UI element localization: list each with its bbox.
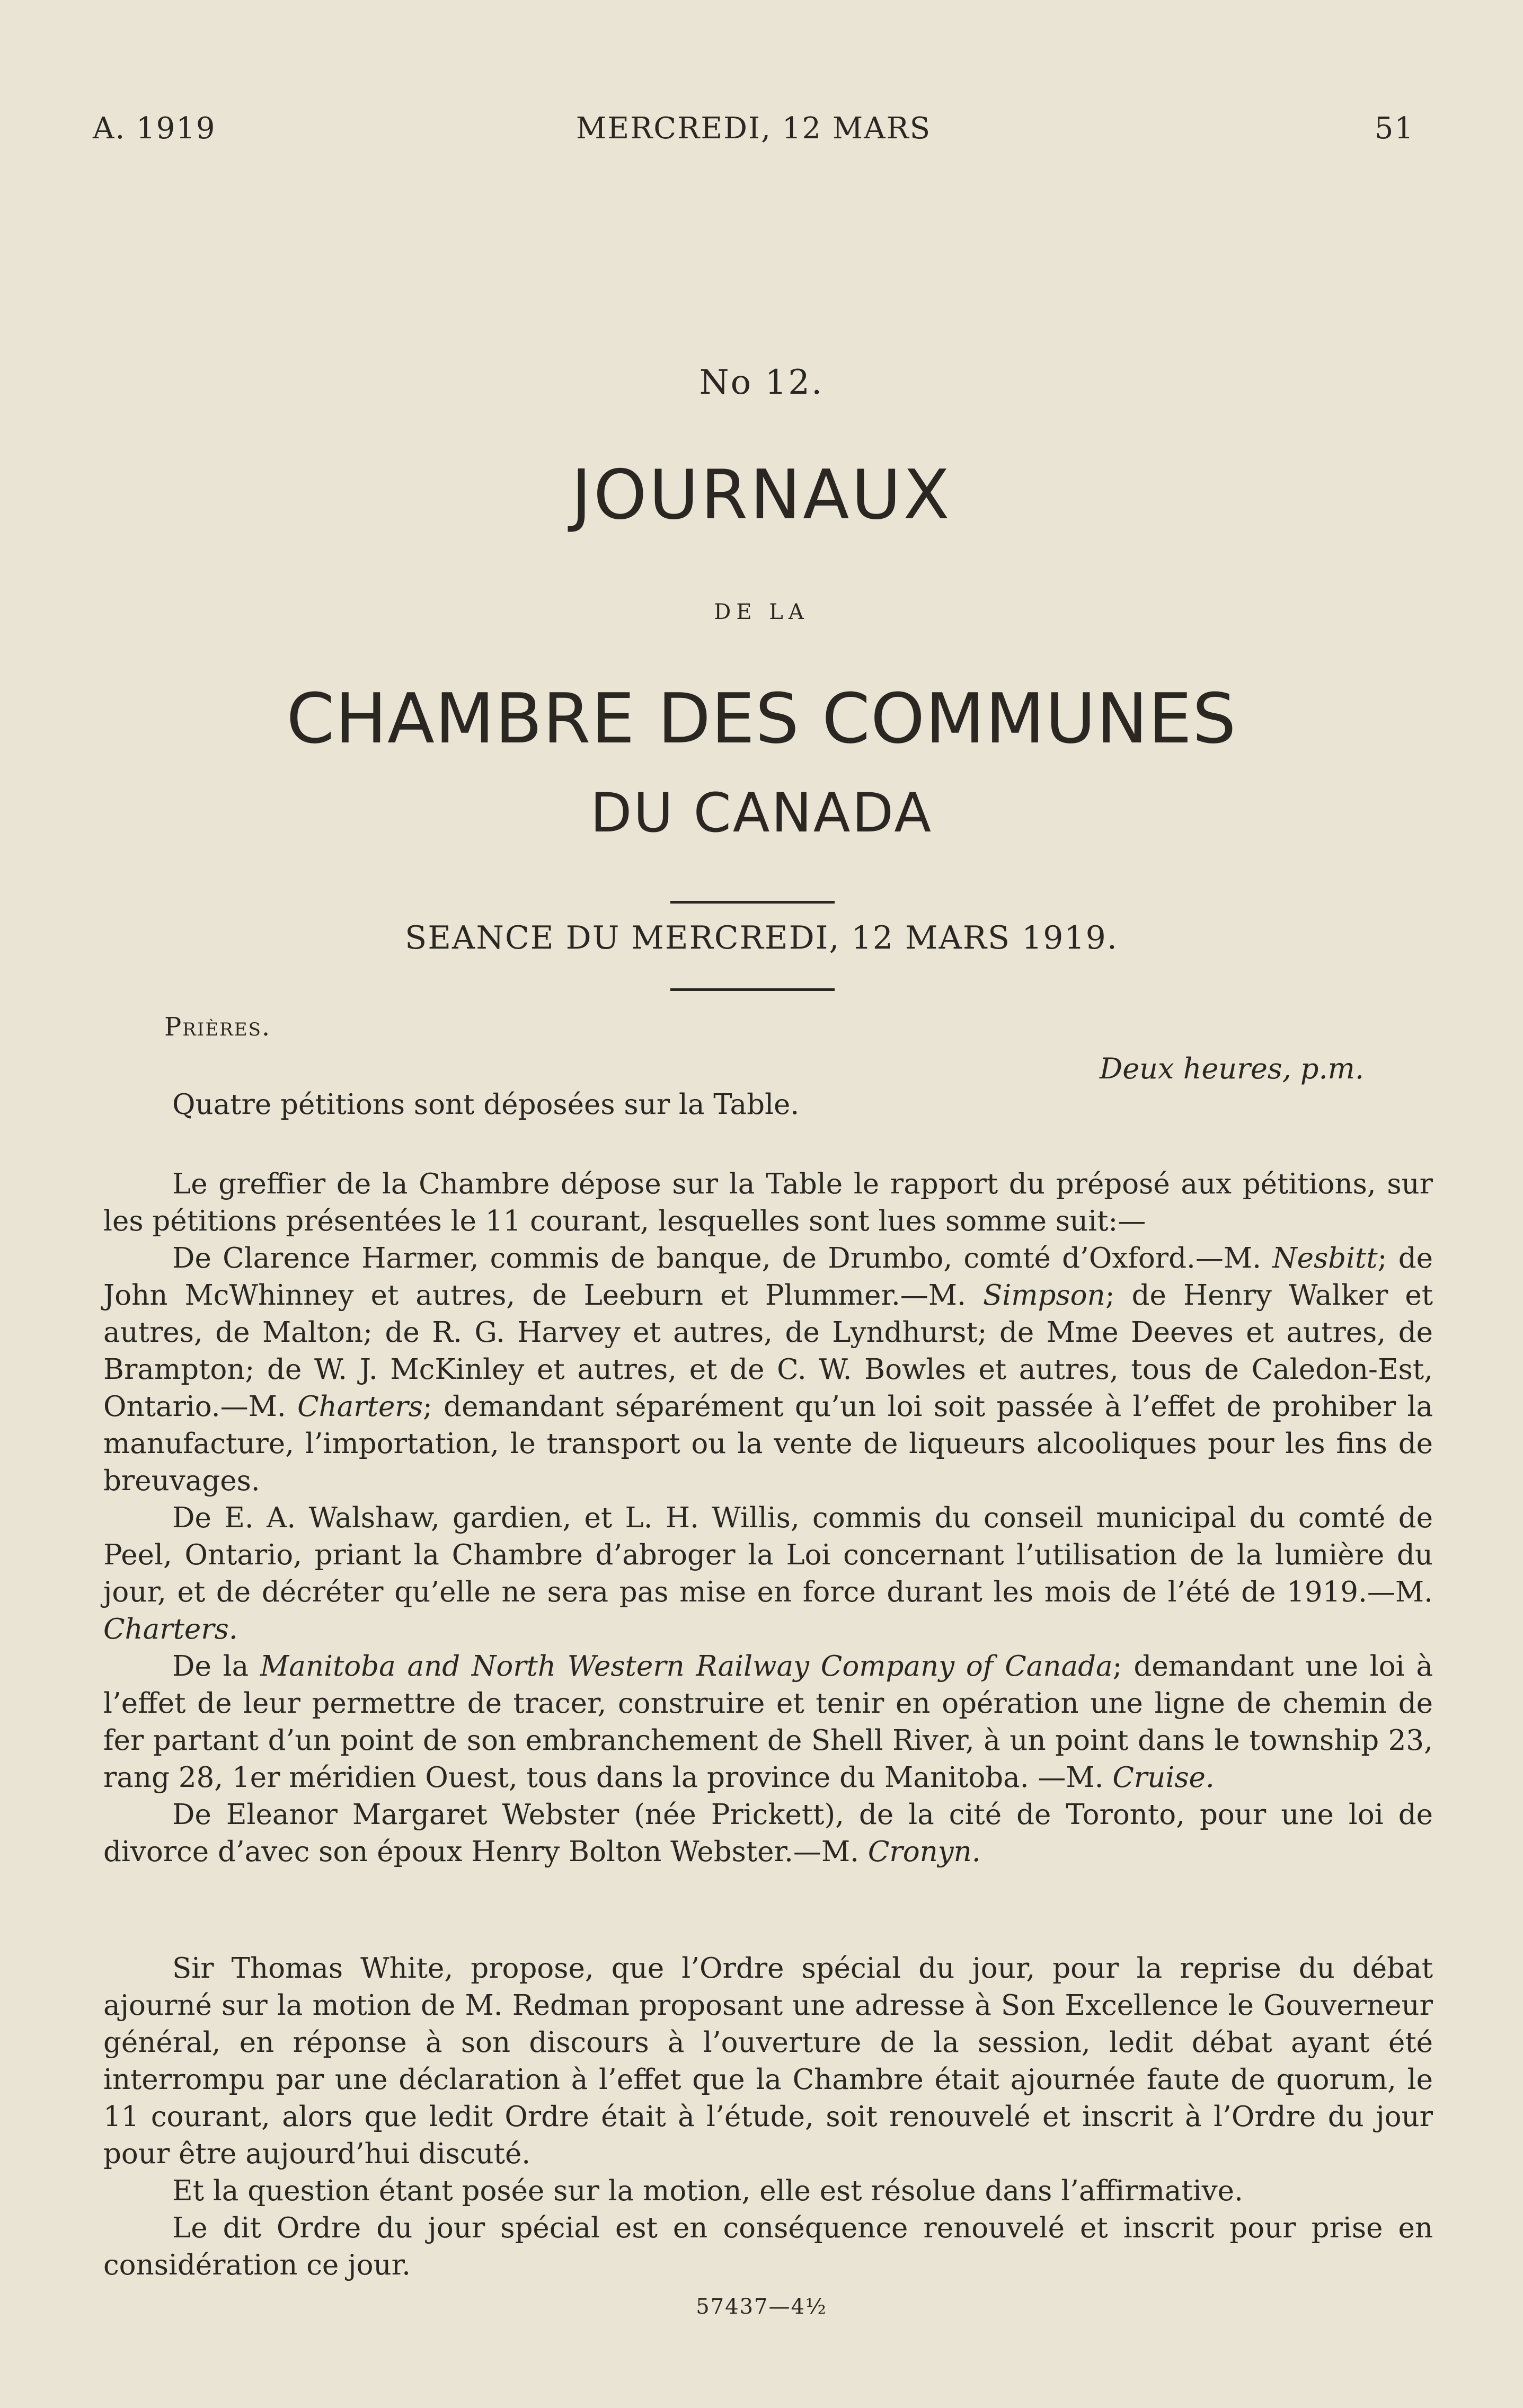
petitions-deposited — [103, 1086, 1433, 1123]
journal-title: JOURNAUX — [571, 456, 952, 535]
paragraph: De Clarence Harmer, commis de banque, de Drumbo, comté d’Oxford.—M. Nesbitt; de John McWhinney et autres, de Leeburn et Plummer.—M. Simpson; de Henry Walker et autres, de Malton; de R. G. Harvey et autres, de Lyndhurst; de Mme Deeves et autres, de Brampton; de W. J. McKinley et autres, et de C. W. Bowles et autres, tous de Caledon-Est, Ontario.—M. Charters; demandant séparément qu’un loi soit passée à l’effet de prohiber la manufacture, l’importation, le transport ou la vente de liqueurs alcooliques pour les fins de breuvages. — [103, 1242, 1433, 1497]
title-connector: DE LA — [714, 600, 809, 624]
running-head — [93, 111, 1414, 148]
paragraph: De Eleanor Margaret Webster (née Prickett), de la cité de Toronto, pour une loi de divorce d’avec son époux Henry Bolton Webster.—M. Cronyn. — [103, 1799, 1433, 1868]
header-date: MERCREDI, 12 MARS — [575, 111, 932, 146]
motion-section — [103, 1950, 1433, 2284]
petitions-report — [103, 1166, 1433, 1871]
paragraph: Et la question étant posée sur la motion, elle est résolue dans l’affirmative. — [172, 2175, 1243, 2207]
paragraph: Le greffier de la Chambre dépose sur la Table le rapport du préposé aux pétitions, sur les pétitions présentées le 11 courant, lesquelles sont lues somme suit:— — [103, 1168, 1433, 1237]
sitting-time: Deux heures, p.m. — [1099, 1052, 1364, 1085]
sitting-heading: SEANCE DU MERCREDI, 12 MARS 1919. — [405, 919, 1118, 957]
page-number: 51 — [1374, 111, 1414, 146]
divider-bottom — [670, 988, 835, 991]
chamber-title: CHAMBRE DES COMMUNES — [286, 678, 1237, 759]
header-year: A. 1919 — [93, 111, 216, 146]
divider-top — [670, 901, 835, 904]
prayers-label: Prières. — [164, 1012, 271, 1042]
issue-number: No 12. — [699, 363, 824, 402]
country-title: DU CANADA — [590, 782, 933, 845]
paragraph: Le dit Ordre du jour spécial est en conséquence renouvelé et inscrit pour prise en considération ce jour. — [103, 2212, 1433, 2281]
paragraph: Sir Thomas White, propose, que l’Ordre spécial du jour, pour la reprise du débat ajourné sur la motion de M. Redman proposant une adresse à Son Excellence le Gouverneur général, en réponse à son discours à l’ouverture de la session, ledit débat ayant été interrompu par une déclaration à l’effet que la Chambre était ajournée faute de quorum, le 11 courant, alors que ledit Ordre était à l’étude, soit renouvelé et inscrit à l’Ordre du jour pour être aujourd’hui discuté. — [103, 1952, 1433, 2170]
paragraph: De la Manitoba and North Western Railway Company of Canada; demandant une loi à l’effet de leur permettre de tracer, construire et tenir en opération une ligne de chemin de fer partant d’un point de son embranchement de Shell River, à un point dans le township 23, rang 28, 1er méridien Ouest, tous dans la province du Manitoba. —M. Cruise. — [103, 1650, 1433, 1794]
printer-signature: 57437—4½ — [696, 2295, 827, 2319]
paragraph: Quatre pétitions sont déposées sur la Table. — [172, 1088, 800, 1121]
paragraph: De E. A. Walshaw, gardien, et L. H. Willis, commis du conseil municipal du comté de Peel, Ontario, priant la Chambre d’abroger la Loi concernant l’utilisation de la lumière du jour, et de décréter qu’elle ne sera pas mise en force durant les mois de l’été de 1919.—M. Charters. — [103, 1502, 1433, 1645]
